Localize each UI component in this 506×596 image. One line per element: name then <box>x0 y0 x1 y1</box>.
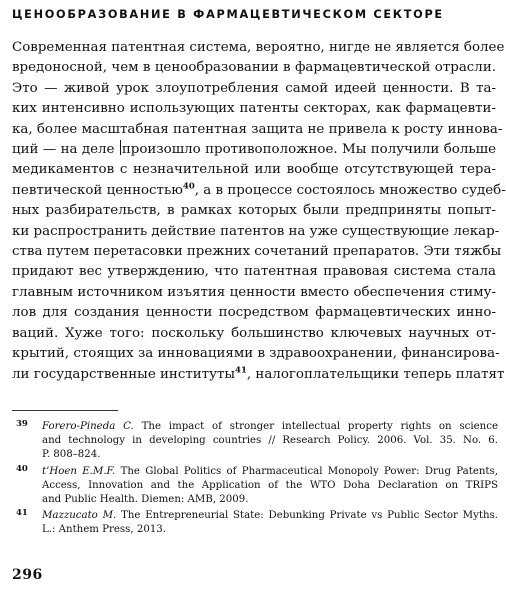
text-line: ства путем перетасовки прежних сочетаний препаратов. Эти тяжбы <box>12 244 502 260</box>
text-line: медикаментов с незначительной или вообще отсутствующей тера- <box>12 162 496 178</box>
footnote-ref-41[interactable]: 41 <box>235 365 247 376</box>
footnote-text: The Global Politics of Pharmaceutical Monopoly Power: Drug Patents, <box>120 465 498 477</box>
text-fragment: , налогоплательщики теперь платят <box>246 366 505 382</box>
footnote-ref-40[interactable]: 40 <box>182 181 195 192</box>
text-line: ваций. Хуже того: поскольку большинство ключевых научных от- <box>12 325 496 341</box>
footnote-line: P. 808–824. <box>42 449 101 461</box>
text-cursor <box>120 140 121 155</box>
page-number: 296 <box>12 567 43 583</box>
footnote-line <box>42 465 498 479</box>
footnote-line <box>42 420 498 434</box>
footnote-40 <box>12 465 498 508</box>
text-line: лов для создания ценности посредством фармацевтических инно- <box>12 305 496 321</box>
footnote-line: Access, Innovation and the Application of the WTO Doha Declaration on TRIPS <box>42 479 498 491</box>
footnote-39 <box>12 420 498 463</box>
footnote-text: The impact of stronger intellectual property rights on science <box>141 421 498 432</box>
footnote-text: The Entrepreneurial State: Debunking Private vs Public Sector Myths. <box>121 510 498 522</box>
text-line: Это — живой урок злоупотребления самой идеей ценности. В та- <box>12 80 496 96</box>
text-line: ки распространить действие патентов на уже существующие лекар- <box>12 223 500 239</box>
main-paragraph[interactable] <box>12 38 506 385</box>
footnote-number: 39 <box>16 419 28 429</box>
footnote-line: and Public Health. Diemen: AMB, 2009. <box>42 494 249 506</box>
footnote-line: L.: Anthem Press, 2013. <box>42 524 167 536</box>
text-line <box>12 365 505 385</box>
footnote-author: t’Hoen E.M.F. <box>42 465 116 477</box>
text-line: Современная патентная система, вероятно, нигде не является более <box>12 40 505 55</box>
footnote-line <box>42 509 498 523</box>
footnote-author: Mazzucato M. <box>42 510 117 522</box>
text-line: крытий, стоящих за инновациями в здравоохранении, финансирова- <box>12 346 500 362</box>
footnote-41 <box>12 509 498 537</box>
text-line <box>12 181 506 201</box>
footnote-author: Forero-Pineda C. <box>42 421 134 432</box>
text-line <box>12 140 496 160</box>
text-line: ких интенсивно использующих патенты секторах, как фармацевти- <box>12 101 496 117</box>
text-fragment: ций — на деле <box>12 142 115 158</box>
footnote-number: 40 <box>16 463 28 474</box>
text-line: ка, более масштабная патентная защита не привела к росту иннова- <box>12 121 503 137</box>
text-fragment: ли государственные институты <box>12 366 236 382</box>
text-line: придают вес утверждению, что патентная правовая система стала <box>12 264 496 280</box>
footnotes <box>12 420 498 540</box>
text-line: главным источником изъятия ценности вместо обеспечения стиму- <box>12 284 496 300</box>
footnote-number: 41 <box>16 508 28 519</box>
text-fragment: , а в процессе состоялось множество судеб- <box>194 182 506 198</box>
text-fragment: певтической ценностью <box>12 182 183 198</box>
running-head: ЦЕНООБРАЗОВАНИЕ В ФАРМАЦЕВТИЧЕСКОМ СЕКТОРЕ <box>12 8 444 21</box>
footnote-divider <box>12 410 118 411</box>
footnote-line: and technology in developing countries // Research Policy. 2006. Vol. 35. No. 6. <box>42 435 498 447</box>
text-line: ных разбирательств, в рамках которых были предприняты попыт- <box>12 203 496 219</box>
text-line: вредоносной, чем в ценообразовании в фармацевтической отрасли. <box>12 60 496 76</box>
text-fragment: произошло противоположное. Мы получили больше <box>121 142 496 158</box>
